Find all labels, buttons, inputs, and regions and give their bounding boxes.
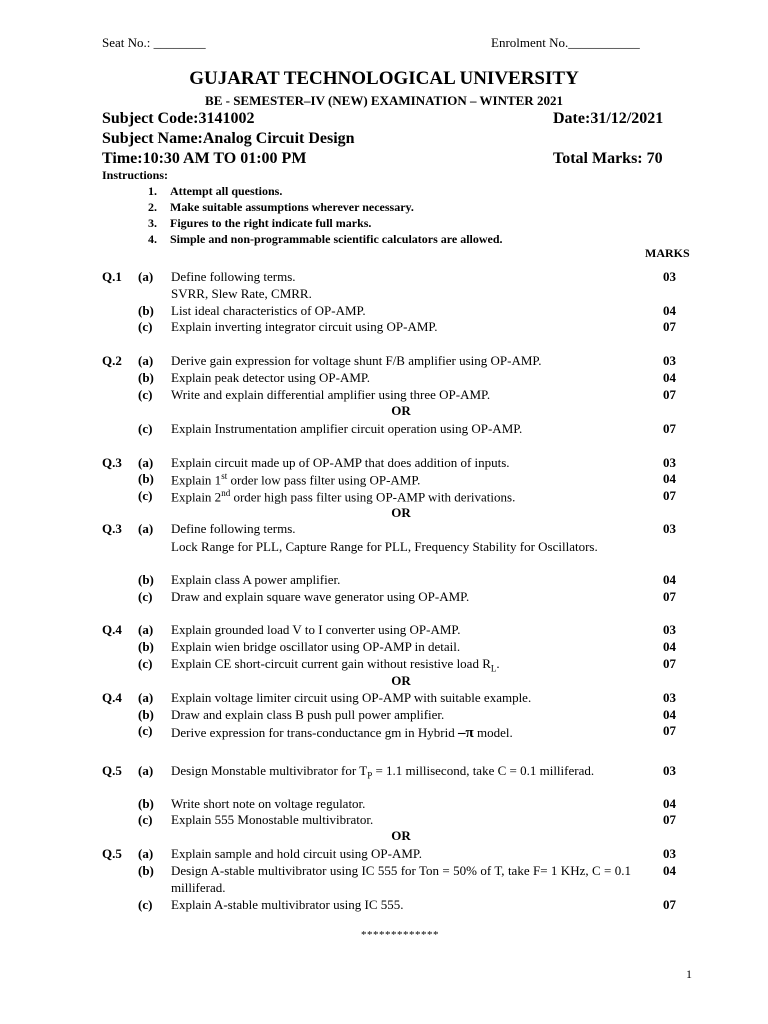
marks-heading: MARKS bbox=[645, 246, 690, 260]
part-label: (c) bbox=[138, 656, 153, 671]
part-label: (b) bbox=[138, 707, 154, 722]
marks-value: 04 bbox=[663, 707, 676, 722]
marks-value: 07 bbox=[663, 421, 676, 436]
part-label: (b) bbox=[138, 863, 154, 878]
question-text: Explain 2nd order high pass filter using OP-AMP with derivations. bbox=[171, 488, 516, 505]
part-label: (b) bbox=[138, 639, 154, 654]
part-label: (c) bbox=[138, 723, 153, 738]
part-label: (b) bbox=[138, 303, 154, 318]
question-text: Explain class A power amplifier. bbox=[171, 572, 341, 587]
marks-value: 03 bbox=[663, 763, 676, 778]
marks-value: 07 bbox=[663, 812, 676, 827]
question-text: Explain sample and hold circuit using OP-AMP. bbox=[171, 846, 422, 861]
question-text: Explain 555 Monostable multivibrator. bbox=[171, 812, 374, 827]
exam-title: BE - SEMESTER–IV (NEW) EXAMINATION – WINTER 2021 bbox=[205, 93, 563, 108]
question-label: Q.3 bbox=[102, 455, 122, 470]
marks-value: 04 bbox=[663, 572, 676, 587]
part-label: (a) bbox=[138, 690, 154, 705]
part-label: (c) bbox=[138, 387, 153, 402]
marks-value: 03 bbox=[663, 846, 676, 861]
marks-value: 07 bbox=[663, 656, 676, 671]
question-text: List ideal characteristics of OP-AMP. bbox=[171, 303, 366, 318]
university-title: GUJARAT TECHNOLOGICAL UNIVERSITY bbox=[189, 68, 579, 89]
question-text: SVRR, Slew Rate, CMRR. bbox=[171, 286, 312, 301]
question-text: Write and explain differential amplifier using three OP-AMP. bbox=[171, 387, 491, 402]
question-text: Explain grounded load V to I converter using OP-AMP. bbox=[171, 622, 461, 637]
seat-number-field: Seat No.: ________ bbox=[102, 35, 206, 50]
marks-value: 03 bbox=[663, 690, 676, 705]
question-text: Explain inverting integrator circuit using OP-AMP. bbox=[171, 319, 438, 334]
question-text: Define following terms. bbox=[171, 521, 296, 536]
instruction-item: 2. Make suitable assumptions wherever necessary. bbox=[148, 200, 414, 214]
question-label: Q.5 bbox=[102, 763, 122, 778]
marks-value: 07 bbox=[663, 319, 676, 334]
page-number: 1 bbox=[686, 967, 692, 981]
question-label: Q.2 bbox=[102, 353, 122, 368]
question-text: Explain voltage limiter circuit using OP-AMP with suitable example. bbox=[171, 690, 532, 705]
question-text: Explain A-stable multivibrator using IC 555. bbox=[171, 897, 404, 912]
marks-value: 03 bbox=[663, 353, 676, 368]
marks-value: 03 bbox=[663, 269, 676, 284]
part-label: (c) bbox=[138, 488, 153, 503]
question-text: Write short note on voltage regulator. bbox=[171, 796, 366, 811]
question-text: Explain peak detector using OP-AMP. bbox=[171, 370, 370, 385]
marks-value: 03 bbox=[663, 521, 676, 536]
marks-value: 04 bbox=[663, 796, 676, 811]
question-text: Define following terms. bbox=[171, 269, 296, 284]
question-text: Draw and explain class B push pull power amplifier. bbox=[171, 707, 445, 722]
marks-value: 03 bbox=[663, 622, 676, 637]
question-text: Design Monstable multivibrator for $T_P = 1.1$ millisecond, take C = 0.1 milliferad. bbox=[171, 763, 595, 781]
exam-date: Date:31/12/2021 bbox=[553, 110, 664, 127]
marks-value: 03 bbox=[663, 455, 676, 470]
part-label: (b) bbox=[138, 370, 154, 385]
instruction-item: 3. Figures to the right indicate full marks. bbox=[148, 216, 372, 230]
part-label: (a) bbox=[138, 846, 154, 861]
question-label: Q.4 bbox=[102, 622, 122, 637]
question-text: Explain Instrumentation amplifier circuit operation using OP-AMP. bbox=[171, 421, 523, 436]
marks-value: 04 bbox=[663, 370, 676, 385]
part-label: (b) bbox=[138, 796, 154, 811]
question-label: Q.5 bbox=[102, 846, 122, 861]
pi-symbol: –π bbox=[458, 725, 474, 741]
marks-value: 07 bbox=[663, 488, 676, 503]
or-separator: OR bbox=[391, 505, 411, 520]
or-separator: OR bbox=[391, 673, 411, 688]
part-label: (c) bbox=[138, 589, 153, 604]
marks-value: 04 bbox=[663, 303, 676, 318]
part-label: (c) bbox=[138, 897, 153, 912]
marks-value: 07 bbox=[663, 897, 676, 912]
part-label: (a) bbox=[138, 622, 154, 637]
marks-value: 07 bbox=[663, 723, 676, 738]
instructions-heading: Instructions: bbox=[102, 168, 169, 182]
question-text: Explain 1st order low pass filter using OP-AMP. bbox=[171, 471, 421, 488]
question-text: Derive gain expression for voltage shunt F/B amplifier using OP-AMP. bbox=[171, 353, 542, 368]
marks-value: 07 bbox=[663, 387, 676, 402]
question-text: Explain CE short-circuit current gain without resistive load $R_L$. bbox=[171, 656, 500, 674]
question-text: Design A-stable multivibrator using IC 555 for Ton = 50% of T, take F= 1 KHz, C = 0.1 milliferad. bbox=[171, 863, 631, 895]
question-text: Explain wien bridge oscillator using OP-AMP in detail. bbox=[171, 639, 461, 654]
part-label: (b) bbox=[138, 471, 154, 486]
question-label: Q.3 bbox=[102, 521, 122, 536]
subject-code: Subject Code:3141002 bbox=[102, 110, 255, 127]
part-label: (a) bbox=[138, 763, 154, 778]
question-text: Explain circuit made up of OP-AMP that does addition of inputs. bbox=[171, 455, 510, 470]
part-label: (c) bbox=[138, 319, 153, 334]
question-label: Q.1 bbox=[102, 269, 122, 284]
or-separator: OR bbox=[391, 828, 411, 843]
marks-value: 04 bbox=[663, 471, 676, 486]
question-text: Lock Range for PLL, Capture Range for PLL, Frequency Stability for Oscillators. bbox=[171, 539, 598, 554]
marks-value: 04 bbox=[663, 639, 676, 654]
part-label: (b) bbox=[138, 572, 154, 587]
part-label: (c) bbox=[138, 421, 153, 436]
exam-time: Time:10:30 AM TO 01:00 PM bbox=[102, 150, 307, 167]
marks-value: 07 bbox=[663, 589, 676, 604]
subject-name: Subject Name:Analog Circuit Design bbox=[102, 130, 355, 147]
instruction-item: 4. Simple and non-programmable scientific calculators are allowed. bbox=[148, 232, 503, 246]
part-label: (a) bbox=[138, 521, 154, 536]
part-label: (a) bbox=[138, 269, 154, 284]
part-label: (a) bbox=[138, 353, 154, 368]
question-text: Derive expression for trans-conductance gm in Hybrid –π model. bbox=[171, 725, 513, 741]
part-label: (a) bbox=[138, 455, 154, 470]
part-label: (c) bbox=[138, 812, 153, 827]
instruction-item: 1. Attempt all questions. bbox=[148, 184, 283, 198]
or-separator: OR bbox=[391, 403, 411, 418]
marks-value: 04 bbox=[663, 863, 676, 878]
question-text: Draw and explain square wave generator using OP-AMP. bbox=[171, 589, 470, 604]
question-label: Q.4 bbox=[102, 690, 122, 705]
end-marker: ************* bbox=[361, 929, 439, 941]
enrolment-number-field: Enrolment No.___________ bbox=[491, 35, 640, 50]
total-marks: Total Marks: 70 bbox=[553, 150, 663, 167]
